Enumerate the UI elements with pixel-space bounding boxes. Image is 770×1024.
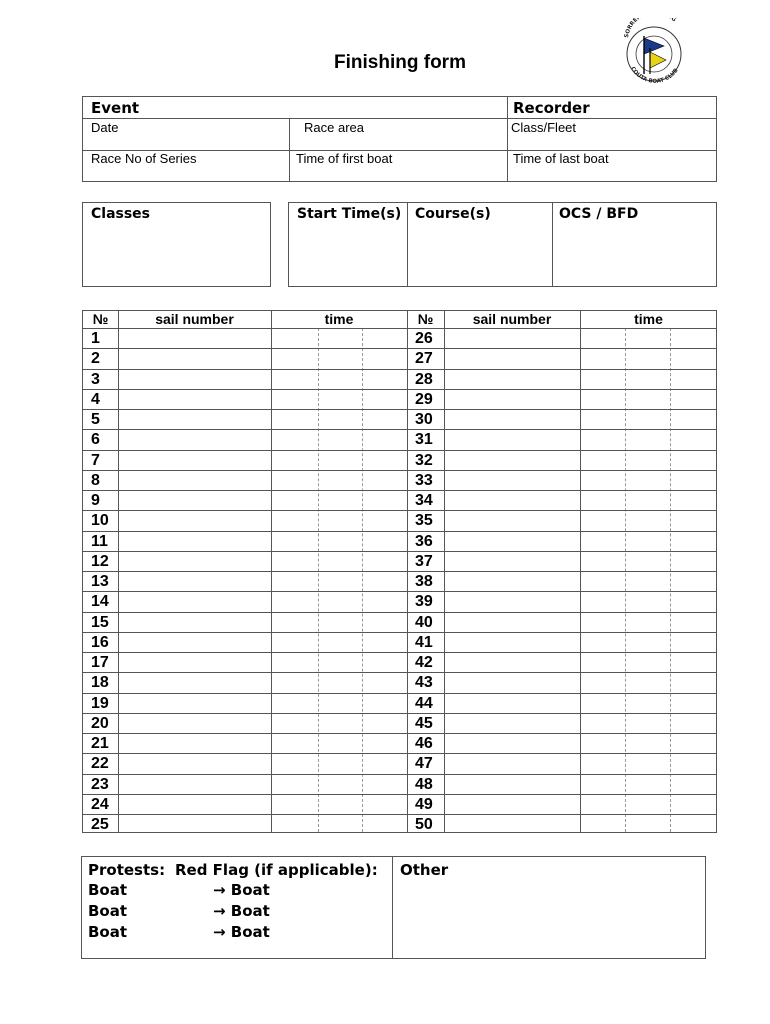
header-no-left: № — [92, 311, 109, 327]
row-number-left: 8 — [91, 471, 100, 489]
table-row — [83, 450, 716, 470]
table-row — [83, 551, 716, 571]
table-row — [83, 328, 716, 348]
row-number-right: 49 — [415, 795, 433, 813]
row-number-left: 10 — [91, 512, 109, 530]
table-row — [83, 429, 716, 449]
table-row — [83, 490, 716, 510]
row-number-right: 42 — [415, 654, 433, 671]
boat-label-1: Boat — [88, 881, 128, 899]
table-row — [83, 571, 716, 591]
protests-label: Protests: — [88, 861, 166, 879]
table-row — [83, 348, 716, 368]
row-number-left: 11 — [91, 532, 108, 550]
row-number-right: 39 — [415, 593, 433, 611]
table-row — [83, 531, 716, 551]
table-row — [83, 369, 716, 389]
arrow-boat-3: → Boat — [213, 923, 270, 941]
recorder-label: Recorder — [513, 99, 590, 117]
row-number-right: 50 — [415, 816, 433, 833]
row-number-right: 44 — [415, 694, 433, 712]
boat-label-3: Boat — [88, 923, 128, 941]
row-number-right: 48 — [415, 775, 433, 793]
row-number-left: 2 — [91, 350, 100, 368]
row-number-left: 9 — [91, 492, 100, 509]
row-number-right: 37 — [415, 552, 433, 570]
row-number-right: 41 — [415, 633, 433, 651]
svg-text:SORRENTO SAILING: SORRE G — [623, 18, 677, 39]
row-number-left: 22 — [91, 755, 109, 773]
header-time-right: time — [634, 311, 663, 327]
ocs-bfd-label: OCS / BFD — [559, 206, 639, 222]
row-number-left: 16 — [91, 633, 109, 651]
class-fleet-label: Class/Fleet — [511, 120, 577, 135]
finishing-table — [82, 310, 717, 833]
row-number-left: 20 — [91, 714, 109, 732]
row-number-right: 36 — [415, 532, 433, 550]
svg-text:COUTA BOAT CLUB: COUTA BOAT CLUB — [629, 65, 680, 85]
table-row — [83, 470, 716, 490]
table-row — [83, 389, 716, 409]
other-label: Other — [400, 861, 449, 879]
row-number-right: 34 — [415, 492, 433, 509]
table-row — [83, 612, 716, 632]
race-area-label: Race area — [304, 120, 364, 135]
row-number-right: 46 — [415, 735, 433, 752]
row-number-right: 40 — [415, 613, 433, 631]
table-row — [83, 672, 716, 692]
time-first-boat-label: Time of first boat — [296, 151, 393, 166]
row-number-right: 35 — [415, 512, 433, 530]
row-number-right: 31 — [415, 431, 433, 449]
row-number-left: 15 — [91, 613, 109, 631]
table-row — [83, 733, 716, 753]
arrow-boat-2: → Boat — [213, 902, 270, 920]
row-number-left: 14 — [91, 593, 109, 611]
row-number-right: 29 — [415, 390, 433, 408]
event-info-box — [82, 96, 717, 182]
arrow-boat-1: → Boat — [213, 881, 270, 899]
protests-box — [81, 856, 706, 959]
table-row — [83, 814, 716, 834]
start-course-box — [288, 202, 717, 287]
table-row — [83, 713, 716, 733]
row-number-left: 25 — [91, 816, 109, 833]
table-row — [83, 753, 716, 773]
courses-label: Course(s) — [415, 206, 491, 222]
table-row — [83, 632, 716, 652]
row-number-left: 18 — [91, 674, 109, 692]
row-number-left: 1 — [91, 330, 100, 347]
table-row — [83, 693, 716, 713]
row-number-right: 30 — [415, 411, 433, 428]
row-number-left: 23 — [91, 775, 109, 793]
row-number-left: 13 — [91, 573, 109, 590]
page-title: Finishing form — [334, 52, 466, 73]
row-number-left: 3 — [91, 370, 100, 388]
row-number-right: 28 — [415, 370, 433, 388]
row-number-right: 47 — [415, 755, 433, 773]
table-row — [83, 794, 716, 814]
race-no-label: Race No of Series — [91, 151, 197, 166]
row-number-left: 17 — [91, 654, 109, 671]
boat-label-2: Boat — [88, 902, 128, 920]
date-label: Date — [91, 120, 119, 135]
table-row — [83, 591, 716, 611]
start-times-label: Start Time(s) — [297, 206, 402, 222]
table-row — [83, 510, 716, 530]
table-row — [83, 409, 716, 429]
header-sail-number-left: sail number — [155, 311, 234, 327]
classes-label: Classes — [91, 206, 151, 222]
club-burgee-logo — [614, 18, 702, 88]
row-number-right: 38 — [415, 573, 433, 590]
row-number-right: 32 — [415, 451, 433, 469]
row-number-right: 45 — [415, 714, 433, 732]
header-time-left: time — [324, 311, 354, 327]
row-number-left: 21 — [91, 735, 109, 752]
row-number-right: 27 — [415, 350, 433, 368]
row-number-left: 5 — [91, 411, 100, 428]
row-number-right: 43 — [415, 674, 433, 692]
row-number-right: 26 — [415, 330, 433, 347]
row-number-right: 33 — [415, 471, 433, 489]
row-number-left: 7 — [91, 451, 100, 469]
red-flag-label: Red Flag (if applicable): — [175, 861, 378, 879]
classes-box — [82, 202, 271, 287]
row-number-left: 4 — [91, 390, 100, 408]
header-sail-number-right: sail number — [472, 311, 552, 327]
row-number-left: 6 — [91, 431, 100, 449]
header-no-right: № — [417, 311, 434, 327]
table-row — [83, 774, 716, 794]
table-row — [83, 652, 716, 672]
time-last-boat-label: Time of last boat — [513, 151, 609, 166]
row-number-left: 24 — [91, 795, 109, 813]
row-number-left: 12 — [91, 552, 109, 570]
row-number-left: 19 — [91, 694, 109, 712]
event-label: Event — [91, 99, 140, 117]
